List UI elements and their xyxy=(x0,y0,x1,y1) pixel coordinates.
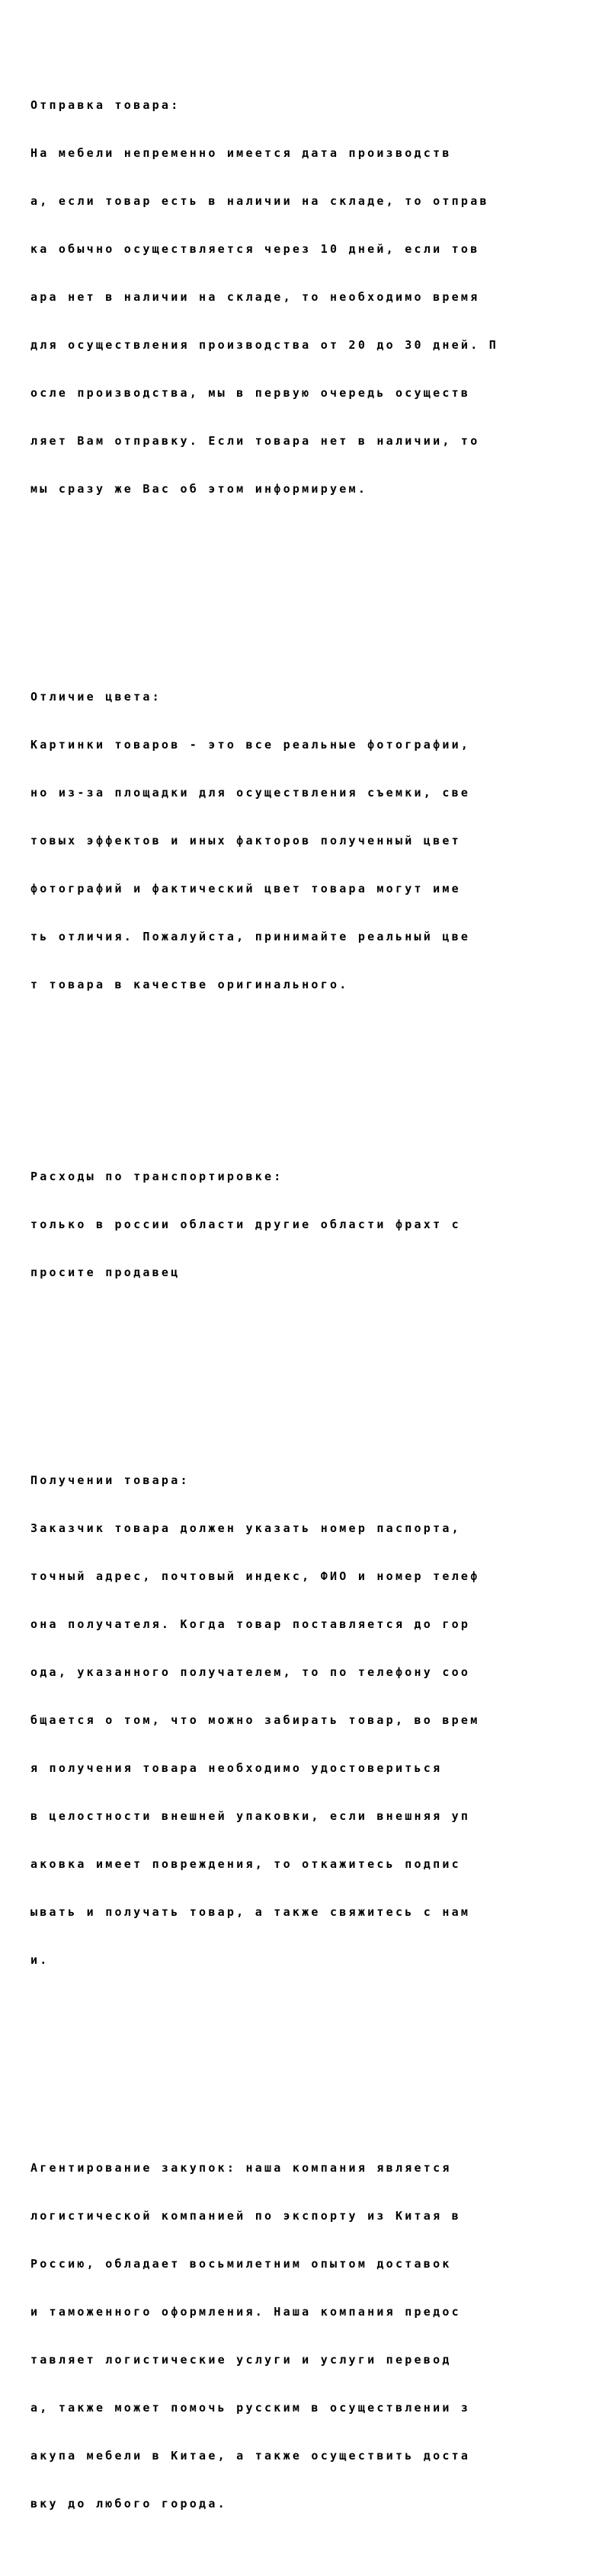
text-line: ывать и получать товар, а также свяжитесь с нам xyxy=(30,1905,471,1919)
section-shipping xyxy=(30,65,579,529)
text-line: для осуществления производства от 20 до 30 дней. П xyxy=(30,338,499,352)
text-line: товых эффектов и иных факторов полученный цвет xyxy=(30,834,461,847)
section-spacer xyxy=(30,1361,579,1393)
text-line: только в россии области другие области фрахт с xyxy=(30,1218,461,1231)
text-line: ода, указанного получателем, то по телефону соо xyxy=(30,1665,471,1679)
text-line: Заказчик товара должен указать номер паспорта, xyxy=(30,1521,461,1535)
text-line: просите продавец xyxy=(30,1266,181,1279)
section-purchasing-agency xyxy=(30,2128,579,2544)
text-line: Агентирование закупок: наша компания является xyxy=(30,2161,452,2175)
section-heading: Отличие цвета: xyxy=(30,690,162,704)
document-body xyxy=(30,18,579,2576)
text-line: но из-за площадки для осуществления съемки, све xyxy=(30,786,471,800)
section-spacer xyxy=(30,2048,579,2080)
text-line: фотографий и фактический цвет товара могут име xyxy=(30,882,461,895)
section-receiving-goods xyxy=(30,1441,579,2000)
text-line: точный адрес, почтовый индекс, ФИО и номер телеф xyxy=(30,1569,480,1583)
section-heading: Отправка товара: xyxy=(30,98,181,112)
text-line: бщается о том, что можно забирать товар, во врем xyxy=(30,1713,480,1727)
section-spacer xyxy=(30,1073,579,1089)
text-line: в целостности внешней упаковки, если внешняя уп xyxy=(30,1809,471,1823)
text-line: мы сразу же Вас об этом информируем. xyxy=(30,482,368,496)
section-heading: Расходы по транспортировке: xyxy=(30,1170,283,1183)
text-line: она получателя. Когда товар поставляется до гор xyxy=(30,1617,471,1631)
text-line: а, если товар есть в наличии на складе, то отправ xyxy=(30,194,489,208)
text-line: тавляет логистические услуги и услуги перевод xyxy=(30,2353,452,2367)
text-line: я получения товара необходимо удостовериться xyxy=(30,1761,443,1775)
text-line: ть отличия. Пожалуйста, принимайте реальный цве xyxy=(30,930,471,943)
text-line: вку до любого города. xyxy=(30,2497,227,2511)
text-line: осле производства, мы в первую очередь осуществ xyxy=(30,386,471,400)
text-line: На мебели непременно имеется дата производств xyxy=(30,146,452,160)
section-heading: Получении товара: xyxy=(30,1473,190,1487)
text-line: а, также может помочь русским в осуществлении з xyxy=(30,2401,471,2415)
text-line: логистической компанией по экспорту из Китая в xyxy=(30,2209,461,2223)
text-line: Картинки товаров - это все реальные фотографии, xyxy=(30,738,471,752)
text-line: аковка имеет повреждения, то откажитесь подпис xyxy=(30,1857,461,1871)
text-line: и. xyxy=(30,1953,50,1967)
text-line: ка обычно осуществляется через 10 дней, если тов xyxy=(30,242,480,256)
text-line: ляет Вам отправку. Если товара нет в наличии, то xyxy=(30,434,480,448)
section-color-difference xyxy=(30,657,579,1025)
text-line: ара нет в наличии на складе, то необходимо время xyxy=(30,290,480,304)
text-line: Россию, обладает восьмилетним опытом доставок xyxy=(30,2257,452,2271)
text-line: т товара в качестве оригинального. xyxy=(30,978,349,991)
section-spacer xyxy=(30,577,579,609)
text-line: и таможенного оформления. Наша компания предос xyxy=(30,2305,461,2319)
section-transport-costs xyxy=(30,1137,579,1313)
text-line: акупа мебели в Китае, а также осуществить доста xyxy=(30,2449,471,2463)
